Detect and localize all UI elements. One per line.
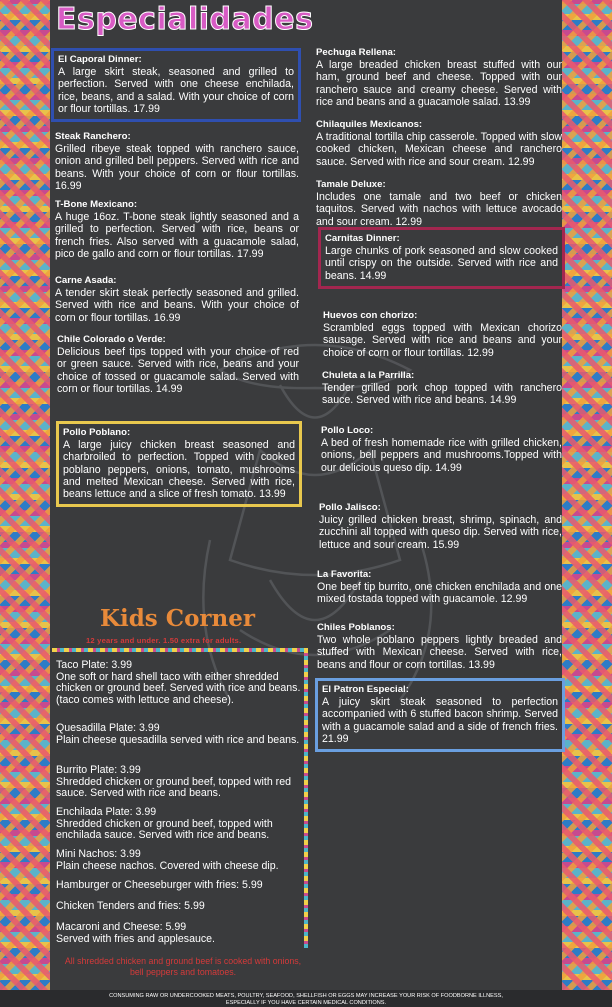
menu-item-chuleta: [322, 370, 562, 407]
item-description: Includes one tamale and two beef or chicken taquitos. Served with nachos with lettuce avocado and sour cream. 12.99: [316, 191, 562, 228]
item-name: Carnitas Dinner:: [325, 233, 400, 244]
menu-item-chiles-poblanos: [317, 622, 562, 671]
food-safety-disclaimer: [40, 993, 572, 1007]
item-name: Pollo Loco:: [321, 425, 374, 436]
kids-item-quesadilla-desc: Plain cheese quesadilla served with rice and beans.: [56, 734, 300, 746]
disclaimer-line-1: CONSUMING RAW OR UNDERCOOKED MEATS, POULTRY, SEAFOOD, SHELLFISH OR EGGS MAY INCREASE YOUR RISK OF FOODBORNE ILLNESS,: [109, 993, 503, 999]
item-description: A traditional tortilla chip casserole. Topped with slow cooked chicken, Mexican cheese and ranchero sauce. Served with rice and sour cream. 12.99: [316, 131, 562, 168]
item-description: A bed of fresh homemade rice with grilled chicken, onions, bell peppers and mushrooms.Topped with our delicious queso dip. 14.99: [321, 437, 562, 474]
menu-item-t-bone: [55, 199, 299, 260]
kids-item-burrito-plate: Burrito Plate: 3.99: [56, 764, 141, 776]
menu-item-carnitas: [318, 227, 565, 289]
item-name: La Favorita:: [317, 569, 372, 580]
kids-corner-title: Kids Corner: [100, 605, 256, 632]
item-description: A tender skirt steak perfectly seasoned and grilled. Served with rice and beans. With your choice of corn or flour tortillas. 16.99: [55, 287, 299, 324]
item-name: El Patron Especial:: [322, 684, 409, 695]
kids-item-macaroni: Macaroni and Cheese: 5.99: [56, 921, 187, 933]
kids-item-chicken-tenders: Chicken Tenders and fries: 5.99: [56, 900, 205, 912]
item-description: Delicious beef tips topped with your choice of red or green sauce. Served with rice, beans and your choice of tossed or guacamole salad. Served with corn or flour tortillas. 14.99: [57, 346, 299, 395]
item-description: Scrambled eggs topped with Mexican chorizo sausage. Served with rice and beans and your choice of corn or flour tortillas. 12.99: [323, 322, 562, 359]
item-description: Grilled ribeye steak topped with ranchero sauce, onion and grilled bell peppers. Served with rice and beans. With your choice of corn or flour tortillas. 16.99: [55, 143, 299, 192]
menu-item-carne-asada: [55, 275, 299, 324]
page-title: Especialidades: [56, 2, 314, 37]
item-description: Two whole poblano peppers lightly breaded and stuffed with Mexican cheese. Served with rice, beans and flour or corn tortillas. 13.99: [317, 634, 562, 671]
kids-item-macaroni-desc: Served with fries and applesauce.: [56, 933, 215, 945]
item-description: Tender grilled pork chop topped with ranchero sauce. Served with rice and beans. 14.99: [322, 382, 562, 407]
kids-item-taco-plate: Taco Plate: 3.99: [56, 659, 132, 671]
menu-item-chile-colorado: [57, 334, 299, 395]
menu-item-huevos-chorizo: [323, 310, 562, 359]
item-description: One beef tip burrito, one chicken enchilada and one mixed tostada topped with guacamole. 12.99: [317, 581, 562, 606]
item-description: A large breaded chicken breast stuffed with our ham, ground beef and cheese. Topped with our ranchero sauce and creamy cheese. Served with rice and beans and a guacamole salad. 13.99: [316, 59, 562, 108]
kids-item-hamburger: Hamburger or Cheeseburger with fries: 5.99: [56, 879, 263, 891]
item-name: Chuleta a la Parrilla:: [322, 370, 415, 381]
kids-corner-subtitle: 12 years and under. 1.50 extra for adults.: [86, 636, 242, 645]
item-name: Pollo Jalisco:: [319, 502, 381, 513]
item-name: Chilaquiles Mexicanos:: [316, 119, 423, 130]
item-description: A large skirt steak, seasoned and grilled to perfection. Served with one cheese enchilada, rice, beans, and a salad. With your choice of corn or flour tortillas. 17.99: [58, 66, 294, 115]
menu-item-steak-ranchero: [55, 131, 299, 192]
kids-item-burrito-desc: Shredded chicken or ground beef, topped with red sauce. Served with rice and beans.: [56, 776, 291, 800]
item-name: El Caporal Dinner:: [58, 54, 142, 65]
item-name: Pechuga Rellena:: [316, 47, 396, 58]
kids-note: All shredded chicken and ground beef is cooked with onions, bell peppers and tomatoes.: [64, 956, 302, 977]
menu-item-pollo-poblano: [56, 421, 302, 507]
kids-item-nachos-desc: Plain cheese nachos. Covered with cheese dip.: [56, 860, 279, 872]
item-name: Pollo Poblano:: [63, 427, 131, 438]
kids-frame-top-border: [52, 648, 308, 652]
kids-frame-right-border: [304, 648, 308, 948]
kids-item-taco-desc: One soft or hard shell taco with either shredded chicken or ground beef. Served with rice and beans. (taco comes with lettuce and cheese).: [56, 671, 301, 706]
item-description: A huge 16oz. T-bone steak lightly seasoned and a grilled to perfection. Served with rice, beans or french fries. Also served with a guacamole salad, pico de gallo and corn or flour tortillas. 17.99: [55, 211, 299, 260]
menu-item-pechuga-rellena: [316, 47, 562, 108]
item-name: Carne Asada:: [55, 275, 117, 286]
item-name: Chile Colorado o Verde:: [57, 334, 166, 345]
item-name: Chiles Poblanos:: [317, 622, 395, 633]
menu-item-el-patron: [315, 678, 565, 752]
kids-item-enchilada-plate: Enchilada Plate: 3.99: [56, 806, 157, 818]
menu-item-chilaquiles: [316, 119, 562, 168]
item-name: Steak Ranchero:: [55, 131, 131, 142]
menu-item-tamale-deluxe: [316, 179, 562, 228]
item-description: A large juicy chicken breast seasoned and charbroiled to perfection. Topped with cooked poblano peppers, onions, tomato, mushrooms and melted Mexican cheese. Served with rice, beans lettuce and a slice of fresh tomato. 13.99: [63, 439, 295, 501]
menu-item-el-caporal: [51, 48, 301, 122]
left-decorative-border: [0, 0, 50, 990]
kids-item-mini-nachos: Mini Nachos: 3.99: [56, 848, 141, 860]
disclaimer-line-2: ESPECIALLY IF YOU HAVE CERTAIN MEDICAL CONDITIONS.: [225, 999, 387, 1006]
item-name: Huevos con chorizo:: [323, 310, 418, 321]
menu-item-la-favorita: [317, 569, 562, 606]
item-description: A juicy skirt steak seasoned to perfection accompanied with 6 stuffed bacon shrimp. Served with a guacamole salad and a side of french fries. 21.99: [322, 696, 558, 745]
item-description: Large chunks of pork seasoned and slow cooked until crispy on the outside. Served with rice and beans. 14.99: [325, 245, 558, 282]
kids-item-quesadilla-plate: Quesadilla Plate: 3.99: [56, 722, 160, 734]
item-name: T-Bone Mexicano:: [55, 199, 138, 210]
menu-item-pollo-jalisco: [319, 502, 562, 551]
right-decorative-border: [562, 0, 612, 990]
menu-item-pollo-loco: [321, 425, 562, 474]
item-name: Tamale Deluxe:: [316, 179, 386, 190]
kids-item-enchilada-desc: Shredded chicken or ground beef, topped with enchilada sauce. Served with rice and beans.: [56, 818, 273, 842]
item-description: Juicy grilled chicken breast, shrimp, spinach, and zucchini all topped with queso dip. Served with rice, lettuce and sour cream. 15.99: [319, 514, 562, 551]
